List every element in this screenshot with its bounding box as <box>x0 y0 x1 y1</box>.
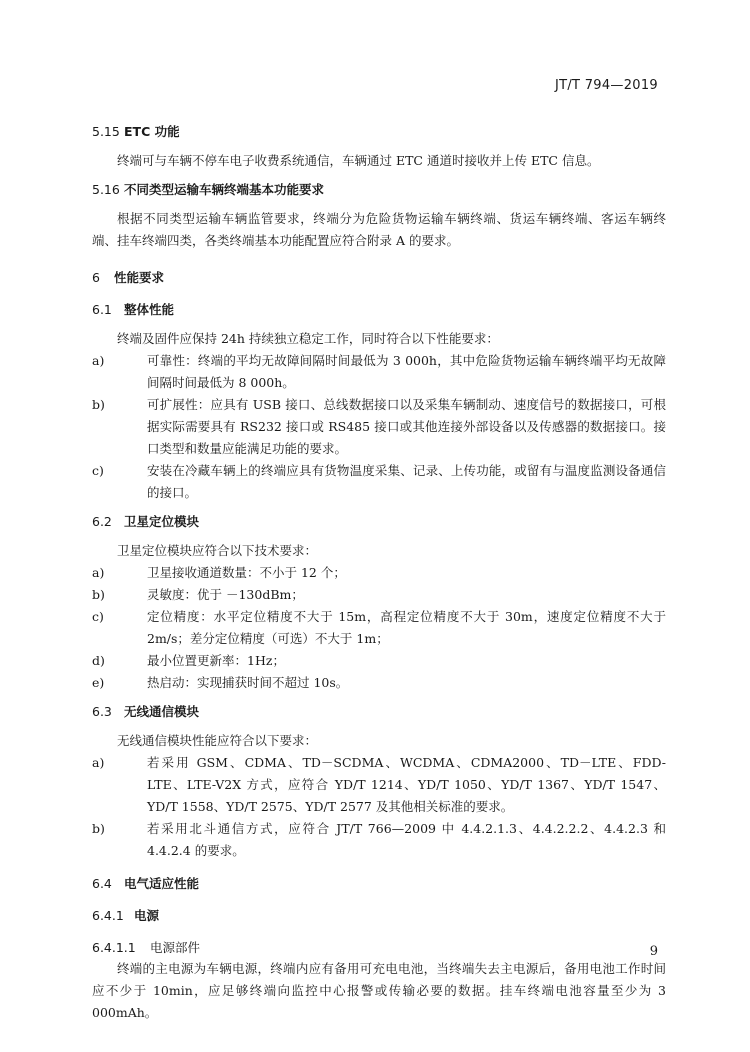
item-marker: e) <box>92 675 105 690</box>
item-marker: a) <box>92 353 105 368</box>
heading-6-1 <box>92 300 666 320</box>
heading-title: 电源部件 <box>150 940 201 955</box>
list-item <box>92 584 666 606</box>
heading-title: 无线通信模块 <box>124 704 200 719</box>
heading-6-4-1-1 <box>92 938 666 958</box>
heading-6-2 <box>92 512 666 532</box>
intro-6-3: 无线通信模块性能应符合以下要求： <box>117 733 318 748</box>
heading-6-4 <box>92 874 666 894</box>
list-item <box>92 394 666 460</box>
heading-title: ETC 功能 <box>124 124 180 139</box>
heading-number: 5.15 <box>92 124 120 139</box>
list-item <box>92 672 666 694</box>
standard-code-header: JT/T 794—2019 <box>554 78 658 93</box>
item-text: 灵敏度：优于 －130dBm； <box>147 587 304 602</box>
heading-5-15 <box>92 122 666 142</box>
page-content <box>92 122 666 1024</box>
list-item <box>92 650 666 672</box>
heading-title: 电气适应性能 <box>124 876 200 891</box>
heading-number: 6.2 <box>92 514 112 529</box>
item-marker: b) <box>92 587 105 602</box>
heading-title: 卫星定位模块 <box>124 514 200 529</box>
heading-number: 6.4 <box>92 876 112 891</box>
paragraph-5-15: 终端可与车辆不停车电子收费系统通信，车辆通过 ETC 通道时接收并上传 ETC 信息。 <box>117 153 600 168</box>
item-text: 卫星接收通道数量：不小于 12 个； <box>147 565 346 580</box>
item-marker: c) <box>92 463 104 478</box>
heading-title: 性能要求 <box>114 270 165 285</box>
heading-title: 电源 <box>134 908 160 923</box>
heading-number: 5.16 <box>92 182 120 197</box>
item-text: 定位精度：水平定位精度不大于 15m，高程定位精度不大于 30m，速度定位精度不大于 2m/s；差分定位精度（可选）不大于 1m； <box>147 609 666 646</box>
page-number: 9 <box>649 944 658 959</box>
list-item <box>92 818 666 862</box>
heading-number: 6.1 <box>92 302 112 317</box>
item-marker: a) <box>92 565 105 580</box>
item-text: 可扩展性：应具有 USB 接口、总线数据接口以及采集车辆制动、速度信号的数据接口，可根据实际需要具有 RS232 接口或 RS485 接口或其他连接外部设备以及传感器的数据接口。接口类型和数量应能满足功能的要求。 <box>147 397 666 456</box>
list-6-2 <box>92 562 666 694</box>
item-text: 热启动：实现捕获时间不超过 10s。 <box>147 675 349 690</box>
heading-number: 6.4.1 <box>92 908 124 923</box>
list-6-1 <box>92 350 666 504</box>
intro-6-1: 终端及固件应保持 24h 持续独立稳定工作，同时符合以下性能要求： <box>117 331 499 346</box>
heading-5-16 <box>92 180 666 200</box>
item-marker: b) <box>92 821 105 836</box>
heading-6-3 <box>92 702 666 722</box>
item-marker: b) <box>92 397 105 412</box>
item-text: 安装在冷藏车辆上的终端应具有货物温度采集、记录、上传功能，或留有与温度监测设备通信的接口。 <box>147 463 666 500</box>
heading-number: 6 <box>92 270 100 285</box>
heading-title: 整体性能 <box>124 302 175 317</box>
heading-number: 6.4.1.1 <box>92 940 136 955</box>
item-text: 可靠性：终端的平均无故障间隔时间最低为 3 000h，其中危险货物运输车辆终端平均无故障间隔时间最低为 8 000h。 <box>147 353 666 390</box>
list-item <box>92 606 666 650</box>
list-item <box>92 752 666 818</box>
item-marker: c) <box>92 609 104 624</box>
list-item <box>92 460 666 504</box>
heading-number: 6.3 <box>92 704 112 719</box>
item-marker: d) <box>92 653 105 668</box>
item-text: 若采用北斗通信方式，应符合 JT/T 766—2009 中 4.4.2.1.3、4.4.2.2.2、4.4.2.3 和 4.4.2.4 的要求。 <box>147 821 666 858</box>
paragraph-5-16: 根据不同类型运输车辆监管要求，终端分为危险货物运输车辆终端、货运车辆终端、客运车辆终端、挂车终端四类，各类终端基本功能配置应符合附录 A 的要求。 <box>92 211 666 248</box>
item-text: 若采用 GSM、CDMA、TD－SCDMA、WCDMA、CDMA2000、TD－LTE、FDD-LTE、LTE-V2X 方式，应符合 YD/T 1214、YD/T 1050、YD/T 1367、YD/T 1547、YD/T 1558、YD/T 2575、YD/T 2577 及其他相关标准的要求。 <box>147 755 666 814</box>
paragraph-6-4-1-1: 终端的主电源为车辆电源，终端内应有备用可充电电池，当终端失去主电源后，备用电池工作时间应不少于 10min，应足够终端向监控中心报警或传输必要的数据。挂车终端电池容量至少为 3 000mAh。 <box>92 961 666 1020</box>
list-item <box>92 350 666 394</box>
list-6-3 <box>92 752 666 862</box>
item-text: 最小位置更新率：1Hz； <box>147 653 285 668</box>
heading-6 <box>92 268 666 288</box>
list-item <box>92 562 666 584</box>
heading-6-4-1 <box>92 906 666 926</box>
heading-title: 不同类型运输车辆终端基本功能要求 <box>124 182 325 197</box>
item-marker: a) <box>92 755 105 770</box>
intro-6-2: 卫星定位模块应符合以下技术要求： <box>117 543 318 558</box>
